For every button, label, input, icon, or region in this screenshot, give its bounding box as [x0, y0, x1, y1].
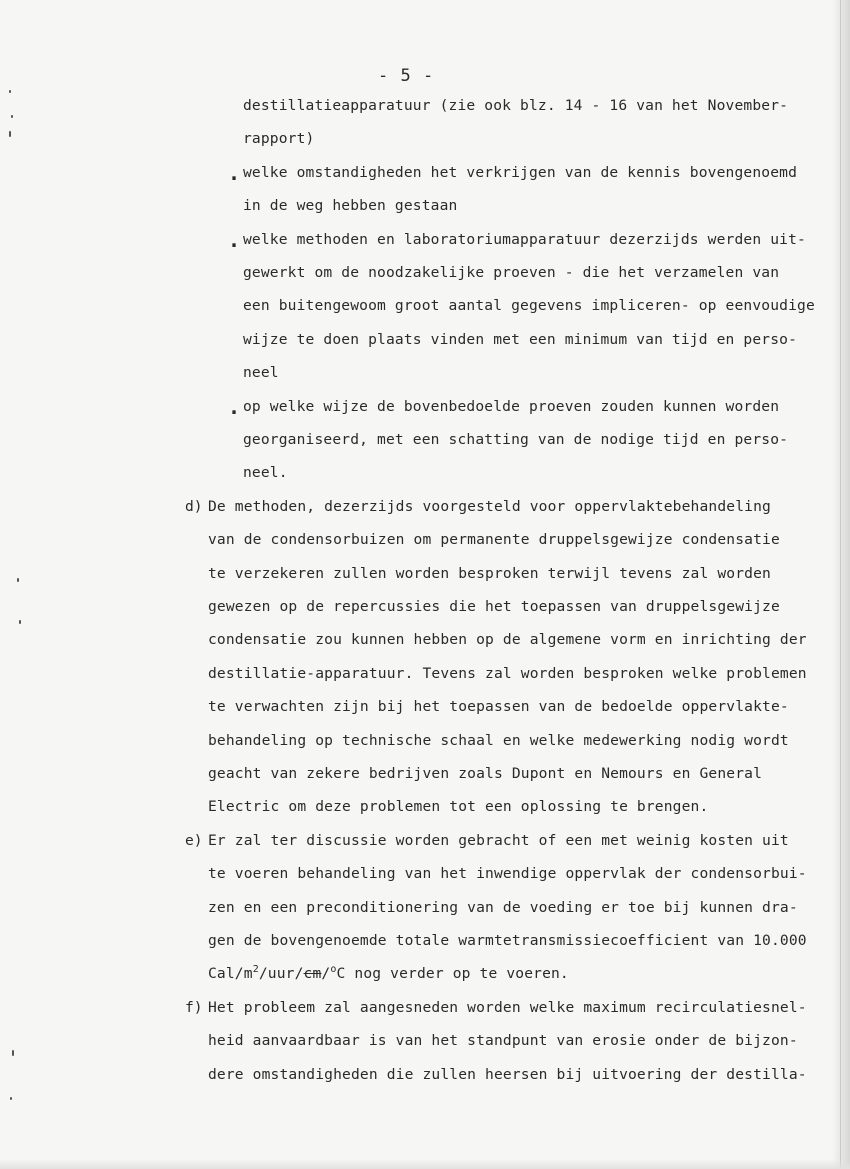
text-line: in de weg hebben gestaan	[243, 197, 458, 215]
text-line: op welke wijze de bovenbedoelde proeven zouden kunnen worden	[243, 397, 780, 415]
text-line: behandeling op technische schaal en welke medewerking nodig wordt	[208, 731, 789, 749]
text-line: geacht van zekere bedrijven zoals Dupont en Nemours en General	[208, 765, 763, 782]
margin-mark	[10, 1097, 12, 1100]
text-line: dere omstandigheden die zullen heersen bij uitvoering der destilla-	[208, 1065, 807, 1083]
margin-mark	[9, 131, 11, 137]
text-line: Electric om deze problemen tot een oplossing te brengen.	[208, 798, 709, 816]
unit-text-line	[208, 965, 569, 982]
text-line: gewerkt om de noodzakelijke proeven - die het verzamelen van	[243, 264, 780, 281]
struck-unit: cm	[303, 965, 322, 983]
text-line: destillatieapparatuur (zie ook blz. 14 - 16 van het November-	[243, 97, 789, 114]
unit-suffix: C nog verder op te voeren.	[336, 965, 569, 983]
item-label: f)	[185, 998, 203, 1016]
item-label: e)	[185, 831, 203, 849]
text-line: gewezen op de repercussies die het toepassen van druppelsgewijze	[208, 598, 780, 615]
unit-prefix: Cal/m	[208, 965, 253, 983]
text-line: gen de bovengenoemde totale warmtetransmissiecoefficient van 10.000	[208, 932, 807, 949]
text-line: neel	[243, 364, 279, 382]
text-line: welke omstandigheden het verkrijgen van de kennis bovengenoemd	[243, 163, 798, 181]
text-line: te verwachten zijn bij het toepassen van de bedoelde oppervlakte-	[208, 698, 789, 716]
margin-mark	[9, 90, 11, 93]
text-line: neel.	[243, 464, 288, 482]
text-line: georganiseerd, met een schatting van de nodige tijd en perso-	[243, 431, 789, 448]
page-bottom-shadow	[0, 1159, 850, 1169]
text-line: een buitengewoom groot aantal gegevens impliceren- op eenvoudige	[243, 297, 815, 315]
text-line: wijze te doen plaats vinden met een minimum van tijd en perso-	[243, 330, 798, 348]
text-line: Het probleem zal aangesneden worden welke maximum recirculatiesnel-	[208, 998, 807, 1016]
text-line: rapport)	[243, 130, 315, 148]
text-line: Er zal ter discussie worden gebracht of een met weinig kosten uit	[208, 831, 789, 849]
margin-mark	[17, 578, 19, 582]
text-line: welke methoden en laboratoriumapparatuur dezerzijds werden uit-	[243, 230, 806, 248]
margin-mark	[12, 1050, 14, 1056]
text-line: van de condensorbuizen om permanente druppelsgewijze condensatie	[208, 531, 780, 549]
page-number: - 5 -	[378, 66, 435, 86]
text-line: destillatie-apparatuur. Tevens zal worden besproken welke problemen	[208, 664, 807, 682]
text-line: heid aanvaardbaar is van het standpunt van erosie onder de bijzon-	[208, 1032, 798, 1050]
text-line: condensatie zou kunnen hebben op de algemene vorm en inrichting der	[208, 631, 807, 649]
bullet-marker: .	[228, 394, 241, 419]
margin-mark	[19, 620, 21, 624]
text-line: zen en een preconditionering van de voeding er toe bij kunnen dra-	[208, 898, 798, 916]
margin-mark	[11, 115, 13, 118]
unit-middle: /uur/	[258, 965, 304, 983]
degree-sign: o	[330, 964, 337, 976]
bullet-marker: .	[228, 227, 241, 252]
unit-exponent: 2	[252, 964, 259, 976]
text-line: te verzekeren zullen worden besproken terwijl tevens zal worden	[208, 564, 771, 582]
page-edge-shadow	[832, 0, 850, 1169]
unit-slash: /	[321, 965, 331, 983]
text-line: te voeren behandeling van het inwendige oppervlak der condensorbui-	[208, 865, 807, 883]
text-line: De methoden, dezerzijds voorgesteld voor oppervlaktebehandeling	[208, 497, 771, 515]
item-label: d)	[185, 497, 203, 515]
bullet-marker: .	[228, 160, 241, 185]
